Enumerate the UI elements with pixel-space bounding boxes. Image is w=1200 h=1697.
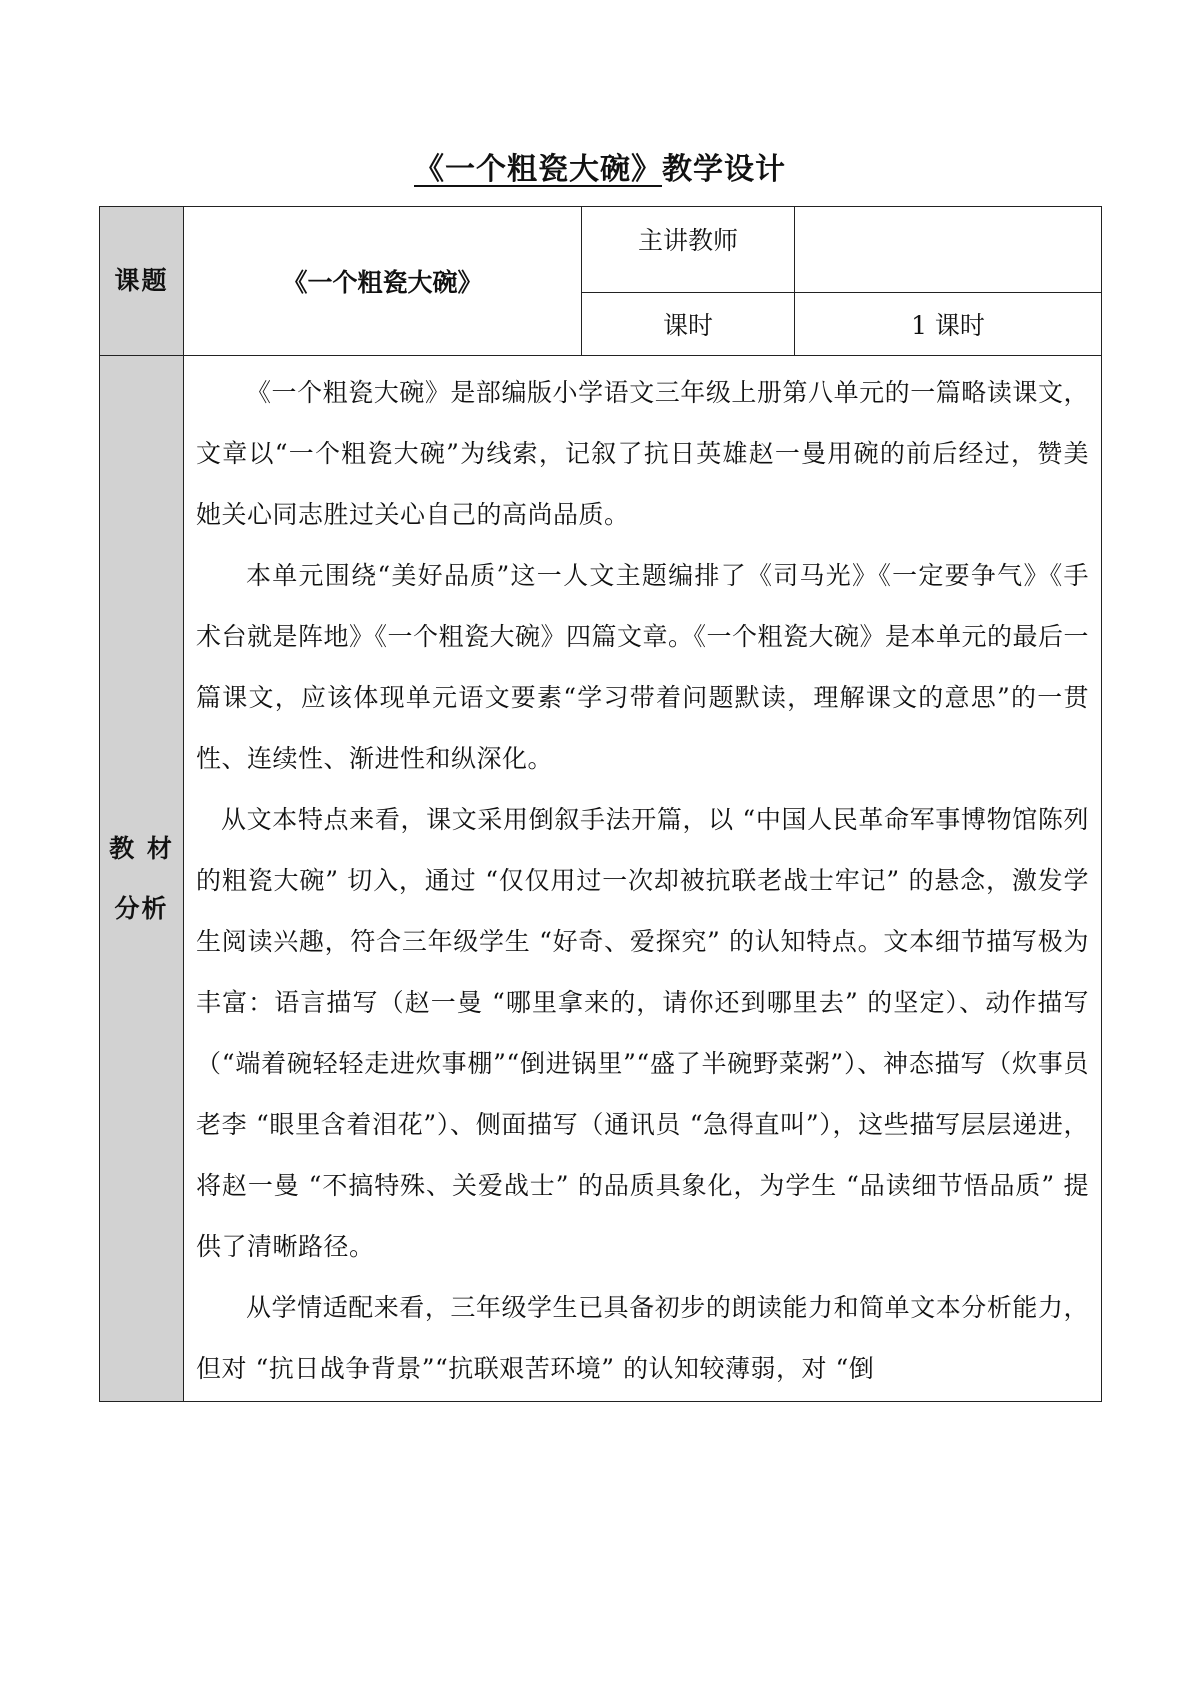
analysis-paragraph: 从学情适配来看，三年级学生已具备初步的朗读能力和简单文本分析能力，但对 “抗日战争背景”“抗联艰苦环境” 的认知较薄弱，对 “倒 — [196, 1293, 1089, 1383]
title-suffix: 教学设计 — [662, 152, 786, 187]
teacher-value-cell — [795, 207, 1102, 293]
analysis-label-line2: 分析 — [114, 893, 169, 923]
topic-label-cell — [100, 207, 184, 356]
teacher-label: 主讲教师 — [637, 226, 738, 255]
analysis-paragraph: 《一个粗瓷大碗》是部编版小学语文三年级上册第八单元的一篇略读课文，文章以“一个粗瓷大碗”为线索，记叙了抗日英雄赵一曼用碗的前后经过，赞美她关心同志胜过关心自己的高尚品质。 — [196, 378, 1089, 529]
analysis-paragraph: 从文本特点来看，课文采用倒叙手法开篇，以 “中国人民革命军事博物馆陈列的粗瓷大碗” 切入，通过 “仅仅用过一次却被抗联老战士牢记” 的悬念，激发学生阅读兴趣，符合三年级学生 “好奇、爱探究” 的认知特点。文本细节描写极为丰富：语言描写（赵一曼 “哪里拿来的，请你还到哪里去” 的坚定）、动作描写（“端着碗轻轻走进炊事棚”“倒进锅里”“盛了半碗野菜粥”）、神态描写（炊事员老李 “眼里含着泪花”）、侧面描写（通讯员 “急得直叫”），这些描写层层递进，将赵一曼 “不搞特殊、关爱战士” 的品质具象化，为学生 “品读细节悟品质” 提供了清晰路径。 — [196, 805, 1089, 1261]
topic-value-cell — [184, 207, 582, 356]
analysis-label-line1: 教 材 — [109, 833, 174, 863]
teaching-design-table — [99, 206, 1102, 1402]
header-row-top — [100, 207, 1102, 293]
analysis-row — [100, 356, 1102, 1402]
topic-label: 课题 — [114, 266, 169, 295]
topic-value: 《一个粗瓷大碗》 — [282, 268, 483, 297]
period-value-cell — [795, 293, 1102, 356]
analysis-label-cell — [100, 356, 184, 1402]
title-book-name: 《一个粗瓷大碗》 — [414, 152, 662, 187]
period-value: 1 课时 — [911, 311, 985, 340]
analysis-content-cell — [184, 356, 1102, 1402]
document-title — [0, 150, 1200, 190]
teacher-label-cell — [582, 207, 795, 293]
analysis-paragraph: 本单元围绕“美好品质”这一人文主题编排了《司马光》《一定要争气》《手术台就是阵地》《一个粗瓷大碗》四篇文章。《一个粗瓷大碗》是本单元的最后一篇课文，应该体现单元语文要素“学习带着问题默读，理解课文的意思”的一贯性、连续性、渐进性和纵深化。 — [196, 561, 1090, 773]
period-label: 课时 — [662, 311, 713, 340]
period-label-cell — [582, 293, 795, 356]
